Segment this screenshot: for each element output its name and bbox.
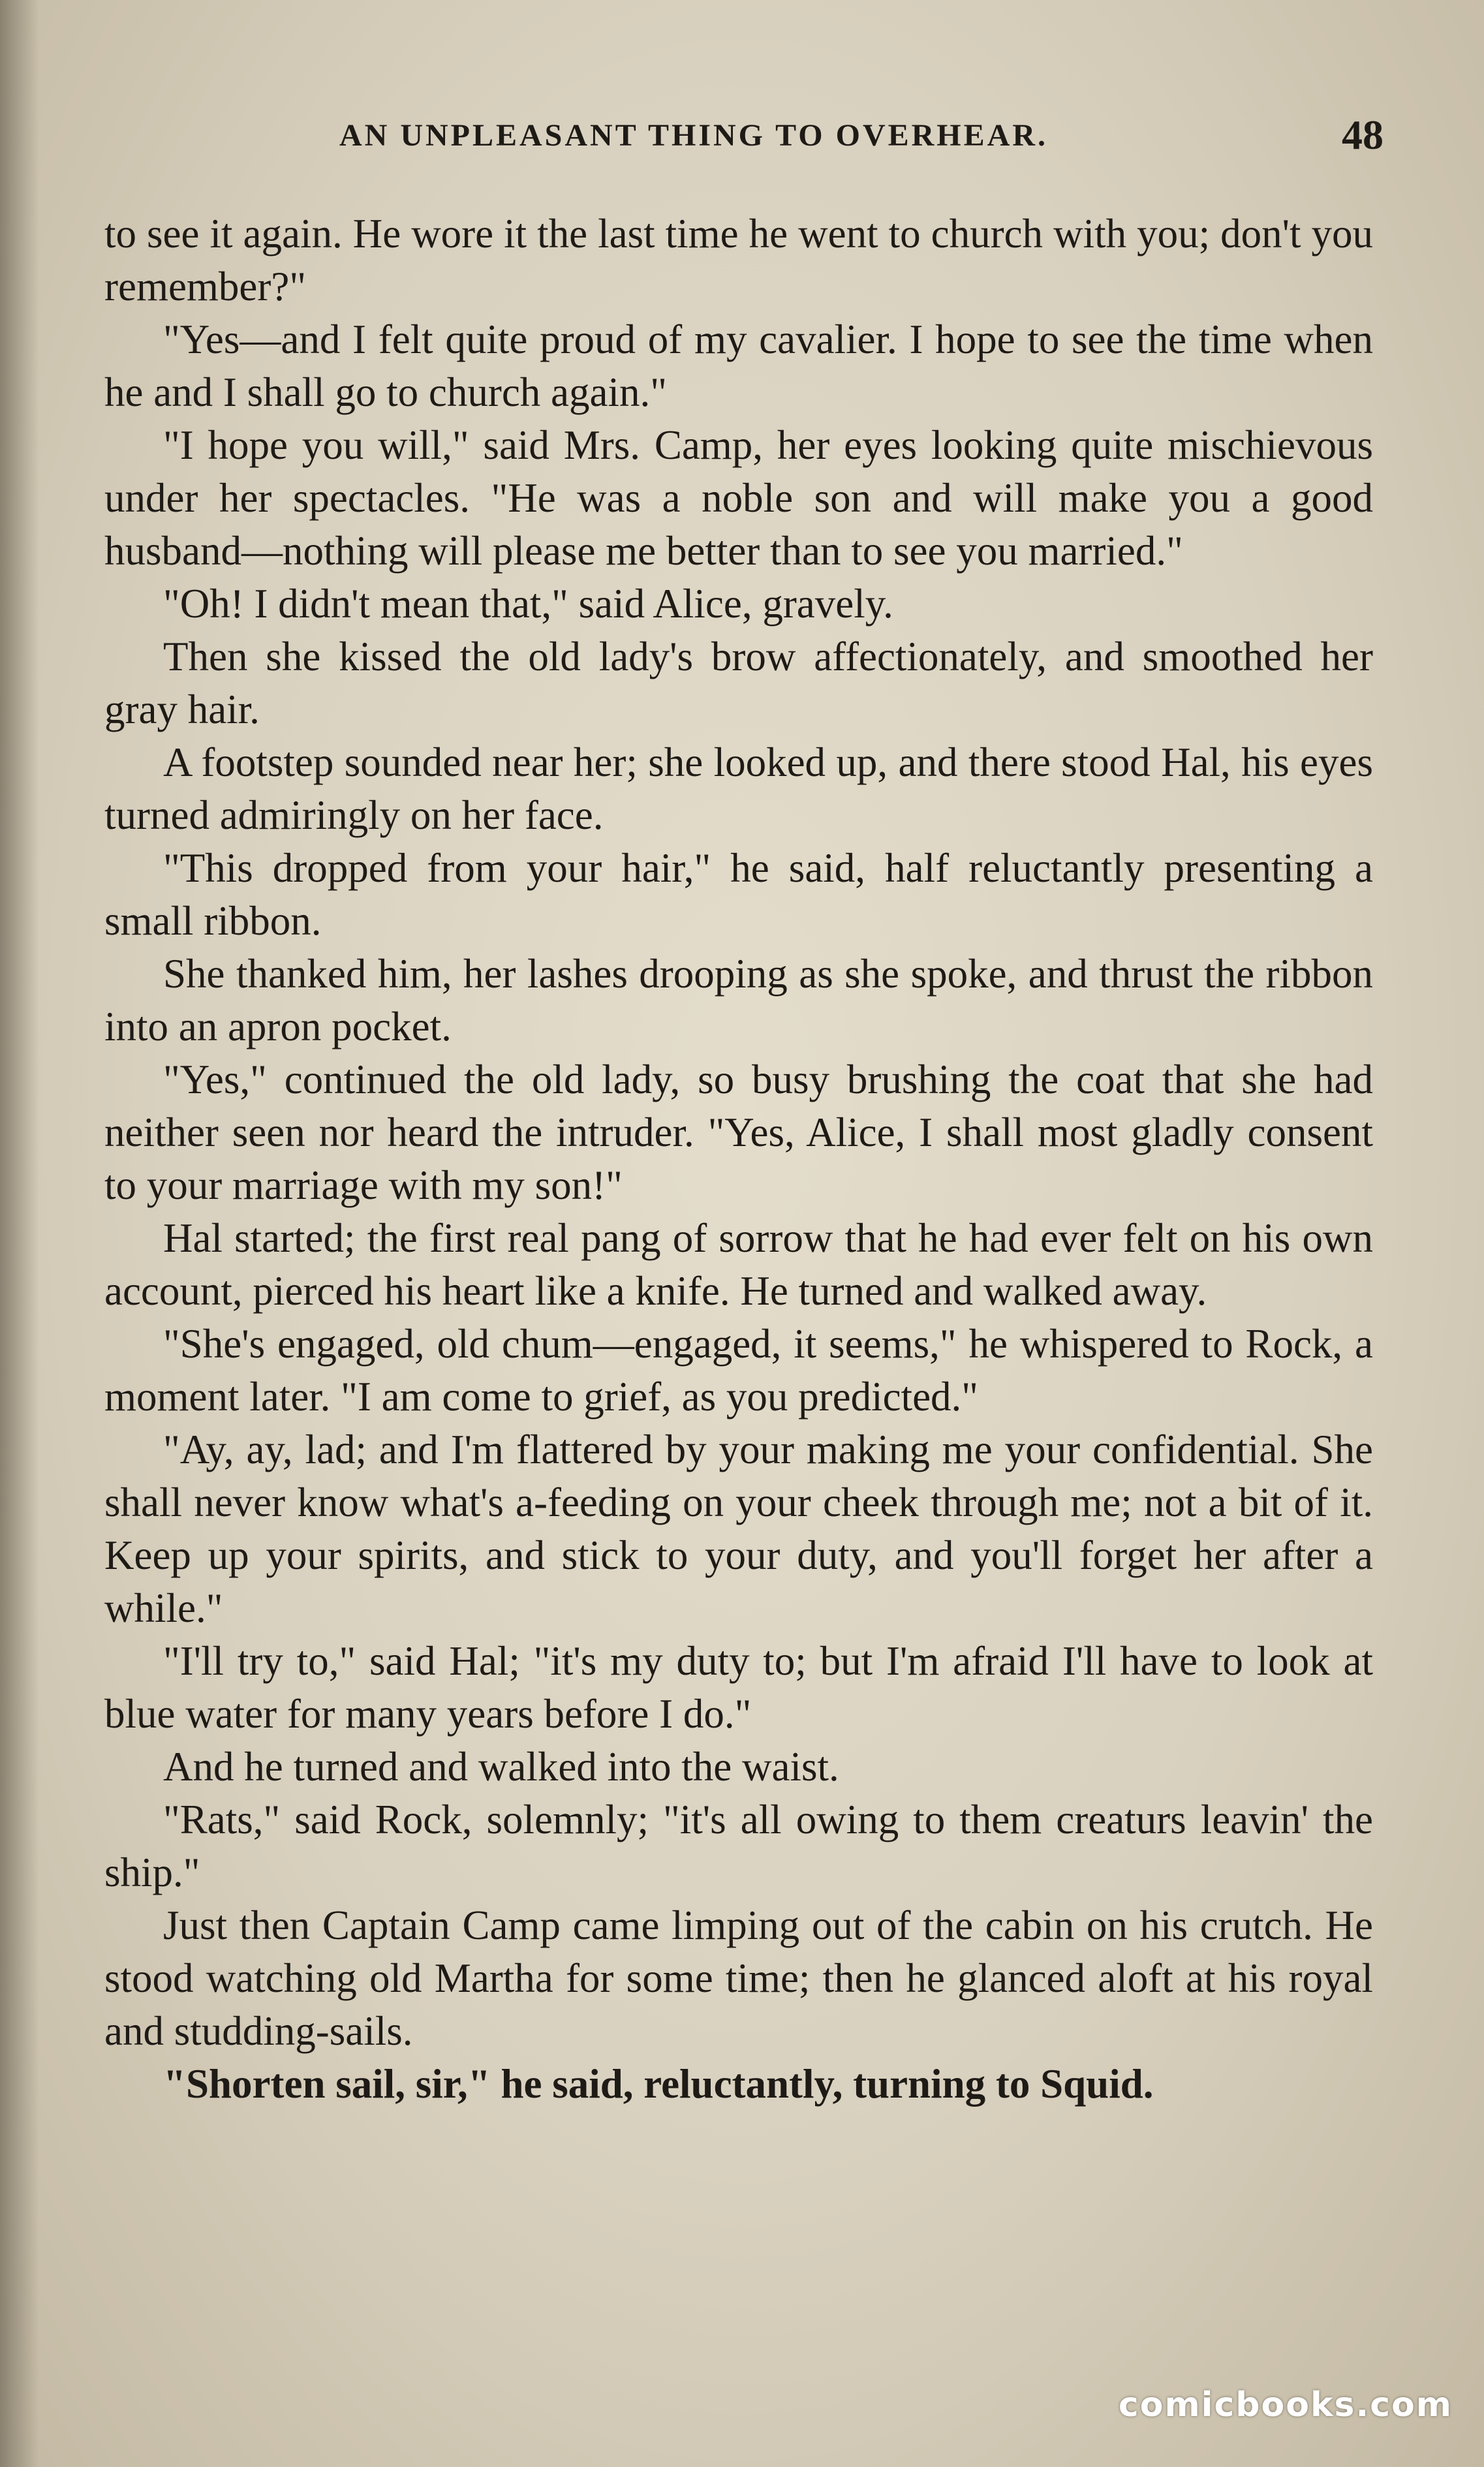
paragraph: Then she kissed the old lady's brow affectionately, and smoothed her gray hair. <box>104 634 1373 732</box>
page-number: 48 <box>1342 112 1384 158</box>
running-head: AN UNPLEASANT THING TO OVERHEAR. <box>339 118 1048 153</box>
paragraph: "She's engaged, old chum—engaged, it seems," he whispered to Rock, a moment later. "I am come to grief, as you predicted." <box>104 1321 1373 1420</box>
paragraph: "Shorten sail, sir," he said, reluctantly, turning to Squid. <box>163 2061 1154 2107</box>
paragraph: Hal started; the first real pang of sorrow that he had ever felt on his own account, pierced his heart like a knife. He turned and walked away. <box>104 1215 1373 1314</box>
paragraph: to see it again. He wore it the last time he went to church with you; don't you remember?" <box>104 211 1373 309</box>
paragraph: She thanked him, her lashes drooping as she spoke, and thrust the ribbon into an apron pocket. <box>104 951 1373 1049</box>
paragraph: Just then Captain Camp came limping out of the cabin on his crutch. He stood watching old Martha for some time; then he glanced aloft at his royal and studding-sails. <box>104 1902 1373 2054</box>
paragraph: "Ay, ay, lad; and I'm flattered by your making me your confidential. She shall never know what's a-feeding on your cheek through me; not a bit of it. Keep up your spirits, and stick to your duty, and you'll forget her after a while." <box>104 1427 1373 1631</box>
page-header <box>339 111 1384 163</box>
paragraph: "Oh! I didn't mean that," said Alice, gravely. <box>163 581 893 627</box>
paragraph: "I hope you will," said Mrs. Camp, her eyes looking quite mischievous under her spectacles. "He was a noble son and will make you a good husband—nothing will please me better than to see you married." <box>104 422 1373 574</box>
paragraph: "I'll try to," said Hal; "it's my duty to; but I'm afraid I'll have to look at blue water for many years before I do." <box>104 1638 1373 1737</box>
paragraph: "Yes—and I felt quite proud of my cavalier. I hope to see the time when he and I shall go to church again." <box>104 317 1373 415</box>
paragraph: And he turned and walked into the waist. <box>163 1744 839 1790</box>
paragraph: "Rats," said Rock, solemnly; "it's all owing to them creaturs leavin' the ship." <box>104 1797 1373 1895</box>
body-text <box>104 208 1373 2111</box>
site-watermark: comicbooks.com <box>1118 2385 1453 2425</box>
paragraph: A footstep sounded near her; she looked up, and there stood Hal, his eyes turned admiringly on her face. <box>104 739 1373 838</box>
page-edge-shadow <box>0 0 39 2467</box>
paragraph: "This dropped from your hair," he said, half reluctantly presenting a small ribbon. <box>104 845 1373 944</box>
paragraph: "Yes," continued the old lady, so busy brushing the coat that she had neither seen nor heard the intruder. "Yes, Alice, I shall most gladly consent to your marriage with my son!" <box>104 1057 1373 1208</box>
